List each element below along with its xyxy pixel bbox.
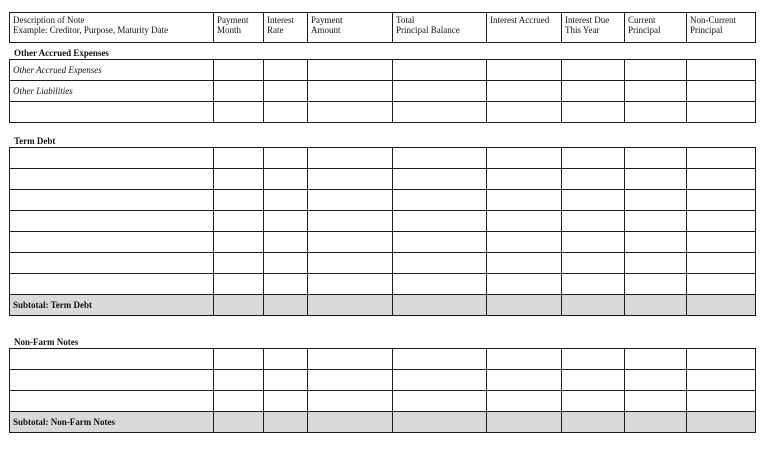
- row-label: Other Accrued Expenses: [10, 60, 214, 81]
- cell[interactable]: [308, 169, 393, 190]
- cell[interactable]: [562, 295, 625, 316]
- subtotal-row: [10, 295, 756, 316]
- cell[interactable]: [308, 102, 393, 123]
- cell[interactable]: [687, 81, 756, 102]
- cell[interactable]: [562, 232, 625, 253]
- cell[interactable]: [308, 211, 393, 232]
- section-title-term-debt: Term Debt: [14, 136, 56, 146]
- cell[interactable]: [687, 190, 756, 211]
- table-row: [10, 349, 756, 370]
- subtotal-label: Subtotal: Term Debt: [10, 295, 214, 316]
- cell[interactable]: [308, 253, 393, 274]
- cell[interactable]: [562, 370, 625, 391]
- cell[interactable]: [308, 274, 393, 295]
- cell[interactable]: [264, 253, 308, 274]
- header-noncurrent-principal: Non-Current Principal: [687, 13, 756, 43]
- table-row: [10, 232, 756, 253]
- cell[interactable]: [562, 412, 625, 433]
- cell[interactable]: [264, 274, 308, 295]
- cell[interactable]: [10, 391, 214, 412]
- table-row: [10, 102, 756, 123]
- cell[interactable]: [625, 253, 687, 274]
- table-row: [10, 81, 756, 102]
- cell[interactable]: [687, 60, 756, 81]
- cell[interactable]: [214, 232, 264, 253]
- cell[interactable]: [687, 391, 756, 412]
- cell[interactable]: [308, 81, 393, 102]
- cell[interactable]: [308, 370, 393, 391]
- cell[interactable]: [214, 81, 264, 102]
- cell[interactable]: [562, 102, 625, 123]
- cell[interactable]: [264, 102, 308, 123]
- other-accrued-table: [9, 59, 756, 123]
- cell[interactable]: [214, 190, 264, 211]
- cell[interactable]: [10, 232, 214, 253]
- cell[interactable]: [10, 253, 214, 274]
- term-debt-table: [9, 147, 756, 316]
- section-title-non-farm: Non-Farm Notes: [14, 337, 79, 347]
- cell[interactable]: [487, 81, 562, 102]
- cell[interactable]: [487, 370, 562, 391]
- cell[interactable]: [487, 412, 562, 433]
- cell[interactable]: [687, 253, 756, 274]
- cell[interactable]: [487, 169, 562, 190]
- cell[interactable]: [393, 102, 487, 123]
- cell[interactable]: [264, 211, 308, 232]
- cell[interactable]: [625, 60, 687, 81]
- header-payment-amount: Payment Amount: [308, 13, 393, 43]
- cell[interactable]: [393, 391, 487, 412]
- cell[interactable]: [10, 211, 214, 232]
- header-table: [9, 12, 756, 43]
- cell[interactable]: [308, 412, 393, 433]
- table-row: [10, 370, 756, 391]
- cell[interactable]: [264, 349, 308, 370]
- header-interest-due: Interest Due This Year: [562, 13, 625, 43]
- cell[interactable]: [487, 391, 562, 412]
- cell[interactable]: [214, 211, 264, 232]
- cell[interactable]: [264, 391, 308, 412]
- cell[interactable]: [487, 232, 562, 253]
- cell[interactable]: [393, 190, 487, 211]
- table-row: [10, 169, 756, 190]
- cell[interactable]: [393, 169, 487, 190]
- cell[interactable]: [264, 295, 308, 316]
- cell[interactable]: [264, 81, 308, 102]
- cell[interactable]: [214, 295, 264, 316]
- cell[interactable]: [393, 60, 487, 81]
- cell[interactable]: [625, 190, 687, 211]
- cell[interactable]: [214, 148, 264, 169]
- row-label: Other Liabilities: [10, 81, 214, 102]
- cell[interactable]: [264, 190, 308, 211]
- cell[interactable]: [625, 295, 687, 316]
- cell[interactable]: [625, 349, 687, 370]
- cell[interactable]: [487, 349, 562, 370]
- cell[interactable]: [625, 211, 687, 232]
- cell[interactable]: [10, 274, 214, 295]
- cell[interactable]: [687, 412, 756, 433]
- cell[interactable]: [308, 190, 393, 211]
- non-farm-table: [9, 348, 756, 433]
- table-row: [10, 60, 756, 81]
- cell[interactable]: [625, 169, 687, 190]
- header-interest-rate: Interest Rate: [264, 13, 308, 43]
- cell[interactable]: [393, 211, 487, 232]
- section-title-other-accrued: Other Accrued Expenses: [14, 48, 109, 58]
- cell[interactable]: [562, 274, 625, 295]
- cell[interactable]: [214, 102, 264, 123]
- cell[interactable]: [562, 349, 625, 370]
- cell[interactable]: [10, 169, 214, 190]
- cell[interactable]: [393, 349, 487, 370]
- cell[interactable]: [687, 349, 756, 370]
- cell[interactable]: [214, 370, 264, 391]
- cell[interactable]: [687, 148, 756, 169]
- cell[interactable]: [487, 190, 562, 211]
- cell[interactable]: [625, 232, 687, 253]
- cell[interactable]: [393, 295, 487, 316]
- cell[interactable]: [625, 370, 687, 391]
- table-row: [10, 253, 756, 274]
- cell[interactable]: [687, 295, 756, 316]
- cell[interactable]: [214, 253, 264, 274]
- cell[interactable]: [625, 412, 687, 433]
- cell[interactable]: [308, 295, 393, 316]
- cell[interactable]: [487, 148, 562, 169]
- cell[interactable]: [393, 412, 487, 433]
- cell[interactable]: [687, 102, 756, 123]
- cell[interactable]: [562, 148, 625, 169]
- table-row: [10, 274, 756, 295]
- cell[interactable]: [487, 60, 562, 81]
- cell[interactable]: [264, 60, 308, 81]
- cell[interactable]: [687, 232, 756, 253]
- cell[interactable]: [214, 169, 264, 190]
- subtotal-label: Subtotal: Non-Farm Notes: [10, 412, 214, 433]
- header-current-principal: Current Principal: [625, 13, 687, 43]
- cell[interactable]: [214, 349, 264, 370]
- cell[interactable]: [10, 190, 214, 211]
- cell[interactable]: [393, 370, 487, 391]
- cell[interactable]: [308, 148, 393, 169]
- cell[interactable]: [393, 253, 487, 274]
- cell[interactable]: [487, 211, 562, 232]
- cell[interactable]: [625, 391, 687, 412]
- cell[interactable]: [264, 148, 308, 169]
- subtotal-row: [10, 412, 756, 433]
- cell[interactable]: [562, 190, 625, 211]
- cell[interactable]: [393, 81, 487, 102]
- cell[interactable]: [562, 81, 625, 102]
- cell[interactable]: [562, 169, 625, 190]
- cell[interactable]: [562, 391, 625, 412]
- cell[interactable]: [562, 253, 625, 274]
- cell[interactable]: [308, 232, 393, 253]
- cell[interactable]: [214, 274, 264, 295]
- cell[interactable]: [264, 370, 308, 391]
- header-description: Description of Note Example: Creditor, Purpose, Maturity Date: [10, 13, 214, 43]
- cell[interactable]: [687, 211, 756, 232]
- cell[interactable]: [487, 274, 562, 295]
- cell[interactable]: [687, 370, 756, 391]
- header-interest-accrued: Interest Accrued: [487, 13, 562, 43]
- cell[interactable]: [214, 391, 264, 412]
- cell[interactable]: [393, 274, 487, 295]
- cell[interactable]: [214, 60, 264, 81]
- cell[interactable]: [308, 391, 393, 412]
- cell[interactable]: [308, 349, 393, 370]
- cell[interactable]: [393, 232, 487, 253]
- header-total-principal-balance: Total Principal Balance: [393, 13, 487, 43]
- cell[interactable]: [214, 412, 264, 433]
- cell[interactable]: [264, 169, 308, 190]
- cell[interactable]: [687, 169, 756, 190]
- cell[interactable]: [487, 102, 562, 123]
- table-row: [10, 391, 756, 412]
- cell[interactable]: [562, 60, 625, 81]
- cell[interactable]: [308, 60, 393, 81]
- cell[interactable]: [10, 148, 214, 169]
- row-label[interactable]: [10, 102, 214, 123]
- cell[interactable]: [625, 148, 687, 169]
- cell[interactable]: [264, 232, 308, 253]
- cell[interactable]: [625, 81, 687, 102]
- cell[interactable]: [10, 370, 214, 391]
- cell[interactable]: [264, 412, 308, 433]
- cell[interactable]: [625, 274, 687, 295]
- header-payment-month: Payment Month: [214, 13, 264, 43]
- cell[interactable]: [562, 211, 625, 232]
- cell[interactable]: [687, 274, 756, 295]
- cell[interactable]: [487, 295, 562, 316]
- table-row: [10, 211, 756, 232]
- table-row: [10, 148, 756, 169]
- cell[interactable]: [487, 253, 562, 274]
- table-row: [10, 190, 756, 211]
- cell[interactable]: [393, 148, 487, 169]
- cell[interactable]: [625, 102, 687, 123]
- cell[interactable]: [10, 349, 214, 370]
